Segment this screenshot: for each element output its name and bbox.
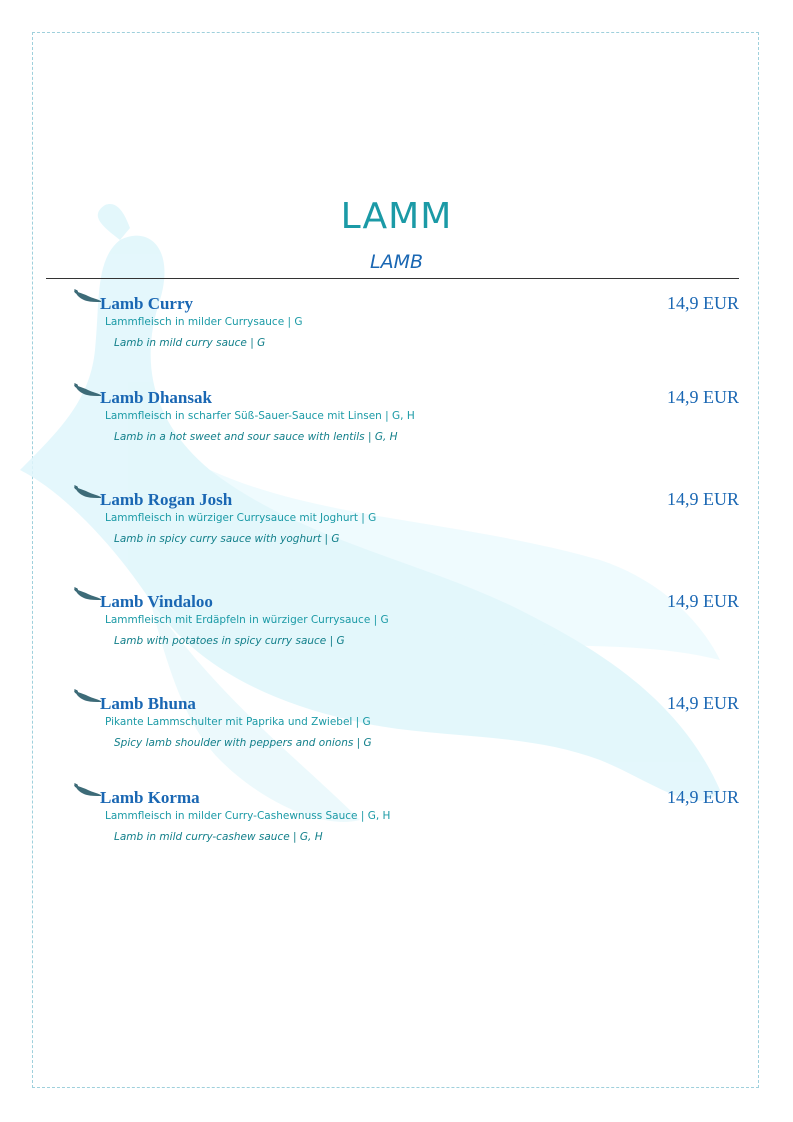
- item-price: 14,9 EUR: [667, 591, 739, 611]
- peacock-icon: [72, 382, 102, 400]
- item-description-en: Lamb in a hot sweet and sour sauce with lentils | G, H: [114, 431, 398, 443]
- item-name: Lamb Vindaloo: [100, 592, 213, 611]
- item-description-en: Lamb in mild curry-cashew sauce | G, H: [114, 831, 323, 843]
- item-description-de: Lammfleisch in milder Curry-Cashewnuss Sauce | G, H: [105, 810, 391, 822]
- peacock-icon: [72, 288, 102, 306]
- peacock-icon: [72, 484, 102, 502]
- peacock-icon: [72, 586, 102, 604]
- item-description-en: Lamb in mild curry sauce | G: [114, 337, 266, 349]
- item-name: Lamb Curry: [100, 294, 194, 313]
- item-price: 14,9 EUR: [667, 387, 739, 407]
- item-name: Lamb Dhansak: [100, 388, 212, 407]
- peacock-icon: [72, 688, 102, 706]
- item-name: Lamb Bhuna: [100, 694, 196, 713]
- item-description-en: Lamb with potatoes in spicy curry sauce | G: [114, 635, 345, 647]
- section-divider: [46, 278, 739, 279]
- item-name: Lamb Rogan Josh: [100, 490, 233, 509]
- menu-item: [72, 786, 739, 843]
- section-title: LAMM: [340, 196, 453, 237]
- item-description-de: Lammfleisch in würziger Currysauce mit Joghurt | G: [105, 512, 377, 524]
- menu-item: [72, 488, 739, 545]
- item-description-en: Spicy lamb shoulder with peppers and onions | G: [114, 737, 372, 749]
- item-description-de: Pikante Lammschulter mit Paprika und Zwiebel | G: [105, 716, 371, 728]
- menu-item: [72, 292, 739, 349]
- item-description-en: Lamb in spicy curry sauce with yoghurt | G: [114, 533, 340, 545]
- item-description-de: Lammfleisch in milder Currysauce | G: [105, 316, 303, 328]
- menu-item: [72, 386, 739, 443]
- item-price: 14,9 EUR: [667, 489, 739, 509]
- item-description-de: Lammfleisch in scharfer Süß-Sauer-Sauce mit Linsen | G, H: [105, 410, 415, 422]
- peacock-icon: [72, 782, 102, 800]
- menu-item: [72, 692, 739, 749]
- item-price: 14,9 EUR: [667, 693, 739, 713]
- item-name: Lamb Korma: [100, 788, 200, 807]
- item-description-de: Lammfleisch mit Erdäpfeln in würziger Currysauce | G: [105, 614, 389, 626]
- item-price: 14,9 EUR: [667, 787, 739, 807]
- section-subtitle: LAMB: [369, 251, 423, 273]
- menu-item: [72, 590, 739, 647]
- item-price: 14,9 EUR: [667, 293, 739, 313]
